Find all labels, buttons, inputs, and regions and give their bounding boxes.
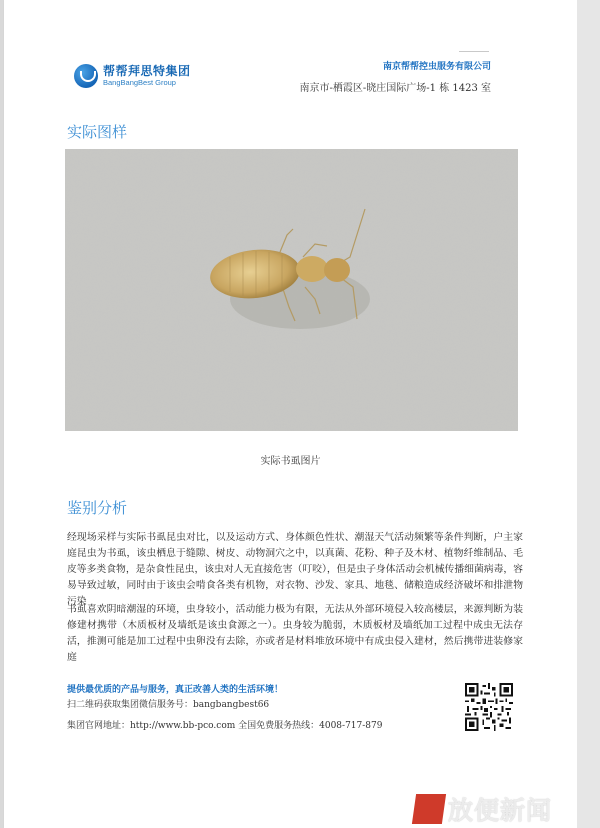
- qr-code-icon: [465, 683, 513, 731]
- watermark-text: 放便新闻: [448, 796, 553, 825]
- section-title-sample: 实际图样: [67, 123, 128, 141]
- photo-caption: 实际书虱图片: [260, 456, 321, 467]
- section-title-analysis: 鉴别分析: [67, 499, 128, 517]
- header-divider: [459, 51, 489, 52]
- watermark-logo-icon: [412, 794, 446, 824]
- analysis-paragraph-1: 经现场采样与实际书虱昆虫对比，以及运动方式、身体颜色性状、潮湿天气活动频繁等条件判断，户主家庭昆虫为书虱，该虫栖息于缝隙、树皮、动物洞穴之中，以真菌、花粉、种子及木材、植物纤维制品、毛皮等多类食物，是杂食性昆虫，该虫对人无直接危害（叮咬），但是虫子身体活动会机械传播细菌病毒，容易导致过敏，同时由于该虫会啃食各类有机物，对衣物、沙发、家具、地毯、储粮造成经济破坏和排泄物污染: [67, 532, 523, 607]
- footer-website: 集团官网地址：http://www.bb-pco.com 全国免费服务热线：4008-717-879: [67, 721, 383, 731]
- company-logo: [74, 62, 191, 90]
- booklouse-photo: [65, 149, 518, 431]
- analysis-paragraph-2: 书虱喜欢阴暗潮湿的环境，虫身较小，活动能力极为有限，无法从外部环境侵入较高楼层，来源判断为装修建材携带（木质板材及墙纸是该虫食源之一）。虫身较为脆弱，木质板材及墙纸加工过程中成虫无法存活，推测可能是加工过程中虫卵没有去除，亦或者是材料堆放环境中有成虫侵入建材，然后携带进装修家庭: [67, 604, 523, 663]
- viewer-edge: [577, 0, 600, 828]
- brand-name-en: BangBangBest Group: [103, 78, 176, 88]
- bangbang-logo-icon: [74, 64, 98, 88]
- brand-name-cn: 帮帮拜思特集团: [103, 64, 191, 79]
- company-name: 南京帮帮控虫服务有限公司: [382, 62, 491, 72]
- watermark: [414, 791, 552, 827]
- document-page: [4, 0, 577, 828]
- footer-wechat: 扫二维码获取集团微信服务号：bangbangbest66: [67, 700, 270, 710]
- footer-slogan: 提供最优质的产品与服务，真正改善人类的生活环境！: [67, 685, 284, 695]
- company-address: 南京市-栖霞区-晓庄国际广场-1 栋 1423 室: [299, 83, 491, 94]
